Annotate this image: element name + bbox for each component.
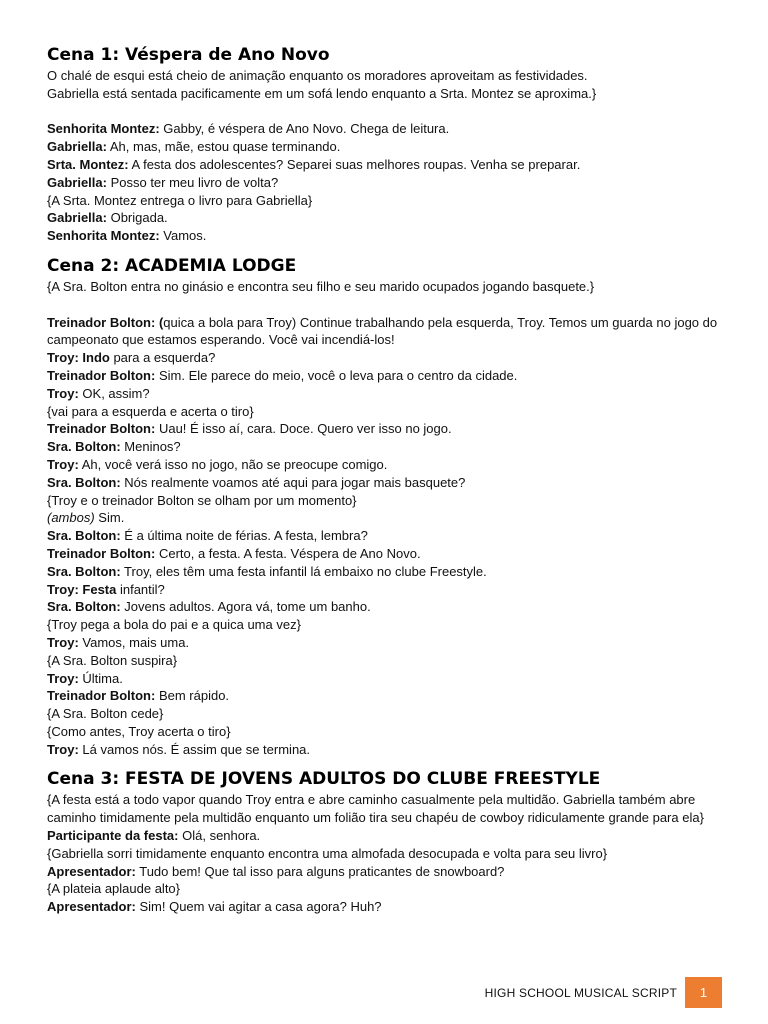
dialogue-line [47,563,737,581]
page-footer [485,977,722,1008]
dialogue-text: Obrigada. [106,210,168,226]
dialogue-text: Nós realmente voamos até aqui para jogar mais basquete? [120,474,466,490]
dialogue-text: {A Sra. Bolton suspira} [47,652,178,668]
speaker: Troy: [47,670,79,686]
dialogue-line [47,898,737,916]
dialogue-line [47,367,737,385]
speaker: Troy: Festa [47,581,117,597]
dialogue-text: Lá vamos nós. É assim que se termina. [78,741,311,757]
speaker: Apresentador: [47,863,136,879]
page-number: 1 [685,977,722,1008]
speaker: Gabriella: [47,139,107,155]
dialogue-line [47,670,737,688]
speaker: Srta. Montez: [47,156,129,172]
stage-direction [47,403,737,421]
speaker: Sra. Bolton: [47,528,121,544]
speaker: Senhorita Montez: [47,121,160,137]
stage-direction [47,492,737,510]
stage-direction [47,723,737,741]
dialogue-line [47,349,737,367]
dialogue-text: (ambos) Sim. [47,510,125,526]
speaker: Treinador Bolton: ( [47,314,164,330]
speaker: Gabriella: [47,210,107,226]
dialogue-text: Meninos? [120,439,181,455]
dialogue-text: Última. [78,670,123,686]
stage-direction [47,509,737,527]
speaker: Troy: Indo [47,350,110,366]
scene-2-intro-line: {A Sra. Bolton entra no ginásio e encontra seu filho e seu marido ocupados jogando basquete.} [47,278,595,294]
dialogue-text: {vai para a esquerda e acerta o tiro} [47,403,254,419]
dialogue-line [47,634,737,652]
speaker: Gabriella: [47,174,107,190]
dialogue-line [47,545,737,563]
dialogue-line [47,474,737,492]
dialogue-text: {A Srta. Montez entrega o livro para Gabriella} [47,192,313,208]
scene-2-title: Cena 2: ACADEMIA LODGE [47,255,297,276]
dialogue-line [47,863,737,881]
dialogue-text: Vamos. [159,228,207,244]
dialogue-line [47,438,737,456]
dialogue-text: Posso ter meu livro de volta? [106,174,279,190]
dialogue-text: OK, assim? [78,385,150,401]
dialogue-text: Certo, a festa. A festa. Véspera de Ano Novo. [155,545,421,561]
speaker: Senhorita Montez: [47,228,160,244]
stage-direction [47,791,737,827]
dialogue-line [47,527,737,545]
dialogue-line [47,209,737,227]
dialogue-text: Uau! É isso aí, cara. Doce. Quero ver isso no jogo. [155,421,452,437]
dialogue-text: Bem rápido. [155,688,230,704]
dialogue-text: {Como antes, Troy acerta o tiro} [47,723,231,739]
speaker: Troy: [47,634,79,650]
speaker: Treinador Bolton: [47,421,156,437]
script-content [47,44,737,916]
dialogue-line [47,581,737,599]
speaker: Treinador Bolton: [47,367,156,383]
speaker: Treinador Bolton: [47,545,156,561]
dialogue-line [47,827,737,845]
dialogue-text: {Troy e o treinador Bolton se olham por um momento} [47,492,357,508]
dialogue-text: {A Sra. Bolton cede} [47,706,164,722]
speaker: Sra. Bolton: [47,474,121,490]
dialogue-line [47,420,737,438]
speaker: Sra. Bolton: [47,563,121,579]
speaker: Troy: [47,456,79,472]
dialogue-line [47,138,737,156]
dialogue-text: {Troy pega a bola do pai e a quica uma vez} [47,617,301,633]
dialogue-line [47,156,737,174]
scene-3-title: Cena 3: FESTA DE JOVENS ADULTOS DO CLUBE FREESTYLE [47,769,601,790]
speaker: Troy: [47,385,79,401]
dialogue-text: Troy, eles têm uma festa infantil lá embaixo no clube Freestyle. [120,563,487,579]
dialogue-text: {A festa está a todo vapor quando Troy entra e abre caminho casualmente pela multidão. Gabriella também abre caminho timidamente pela multidão enquanto um folião tira seu chapéu de cowboy ridiculamente grande para ela} [47,792,704,826]
speaker: Apresentador: [47,899,136,915]
dialogue-text: Tudo bem! Que tal isso para alguns praticantes de snowboard? [135,863,505,879]
dialogue-line [47,120,737,138]
dialogue-text: Vamos, mais uma. [78,634,190,650]
dialogue-text: A festa dos adolescentes? Separei suas melhores roupas. Venha se preparar. [128,156,581,172]
scene-1-intro-line: O chalé de esqui está cheio de animação enquanto os moradores aproveitam as festividades. [47,68,588,83]
dialogue-line [47,598,737,616]
speaker: Participante da festa: [47,828,179,844]
scene-1-title: Cena 1: Véspera de Ano Novo [47,45,330,65]
dialogue-line [47,314,737,350]
footer-title: HIGH SCHOOL MUSICAL SCRIPT [484,985,677,1000]
stage-direction [47,705,737,723]
speaker: Treinador Bolton: [47,688,156,704]
dialogue-text: Ah, mas, mãe, estou quase terminando. [106,139,341,155]
dialogue-text: infantil? [116,581,165,597]
dialogue-line [47,174,737,192]
dialogue-text: para a esquerda? [109,350,216,366]
speaker: Sra. Bolton: [47,439,121,455]
dialogue-text: {Gabriella sorri timidamente enquanto encontra uma almofada desocupada e volta para seu livro} [47,845,608,861]
stage-direction [47,880,737,898]
speaker: Troy: [47,741,79,757]
dialogue-text: Jovens adultos. Agora vá, tome um banho. [120,599,371,615]
dialogue-text: Olá, senhora. [178,828,261,844]
scene-1-intro-line: Gabriella está sentada pacificamente em um sofá lendo enquanto a Srta. Montez se aproxima.} [47,85,597,101]
dialogue-text: Ah, você verá isso no jogo, não se preocupe comigo. [78,456,388,472]
dialogue-text: Sim. Ele parece do meio, você o leva para o centro da cidade. [155,367,518,383]
stage-direction [47,616,737,634]
stage-direction [47,845,737,863]
dialogue-text: Gabby, é véspera de Ano Novo. Chega de leitura. [159,121,450,137]
dialogue-line [47,456,737,474]
stage-direction [47,192,737,210]
dialogue-text: Sim! Quem vai agitar a casa agora? Huh? [135,899,382,915]
stage-direction [47,652,737,670]
dialogue-line [47,687,737,705]
dialogue-line [47,227,737,245]
dialogue-text: É a última noite de férias. A festa, lembra? [120,528,368,544]
speaker: Sra. Bolton: [47,599,121,615]
dialogue-text: {A plateia aplaude alto} [47,881,181,897]
dialogue-line [47,385,737,403]
dialogue-line [47,741,737,759]
dialogue-text: quica a bola para Troy) Continue trabalhando pela esquerda, Troy. Temos um guarda no jogo do campeonato que estamos esperando. Você vai incendiá-los! [47,314,718,348]
